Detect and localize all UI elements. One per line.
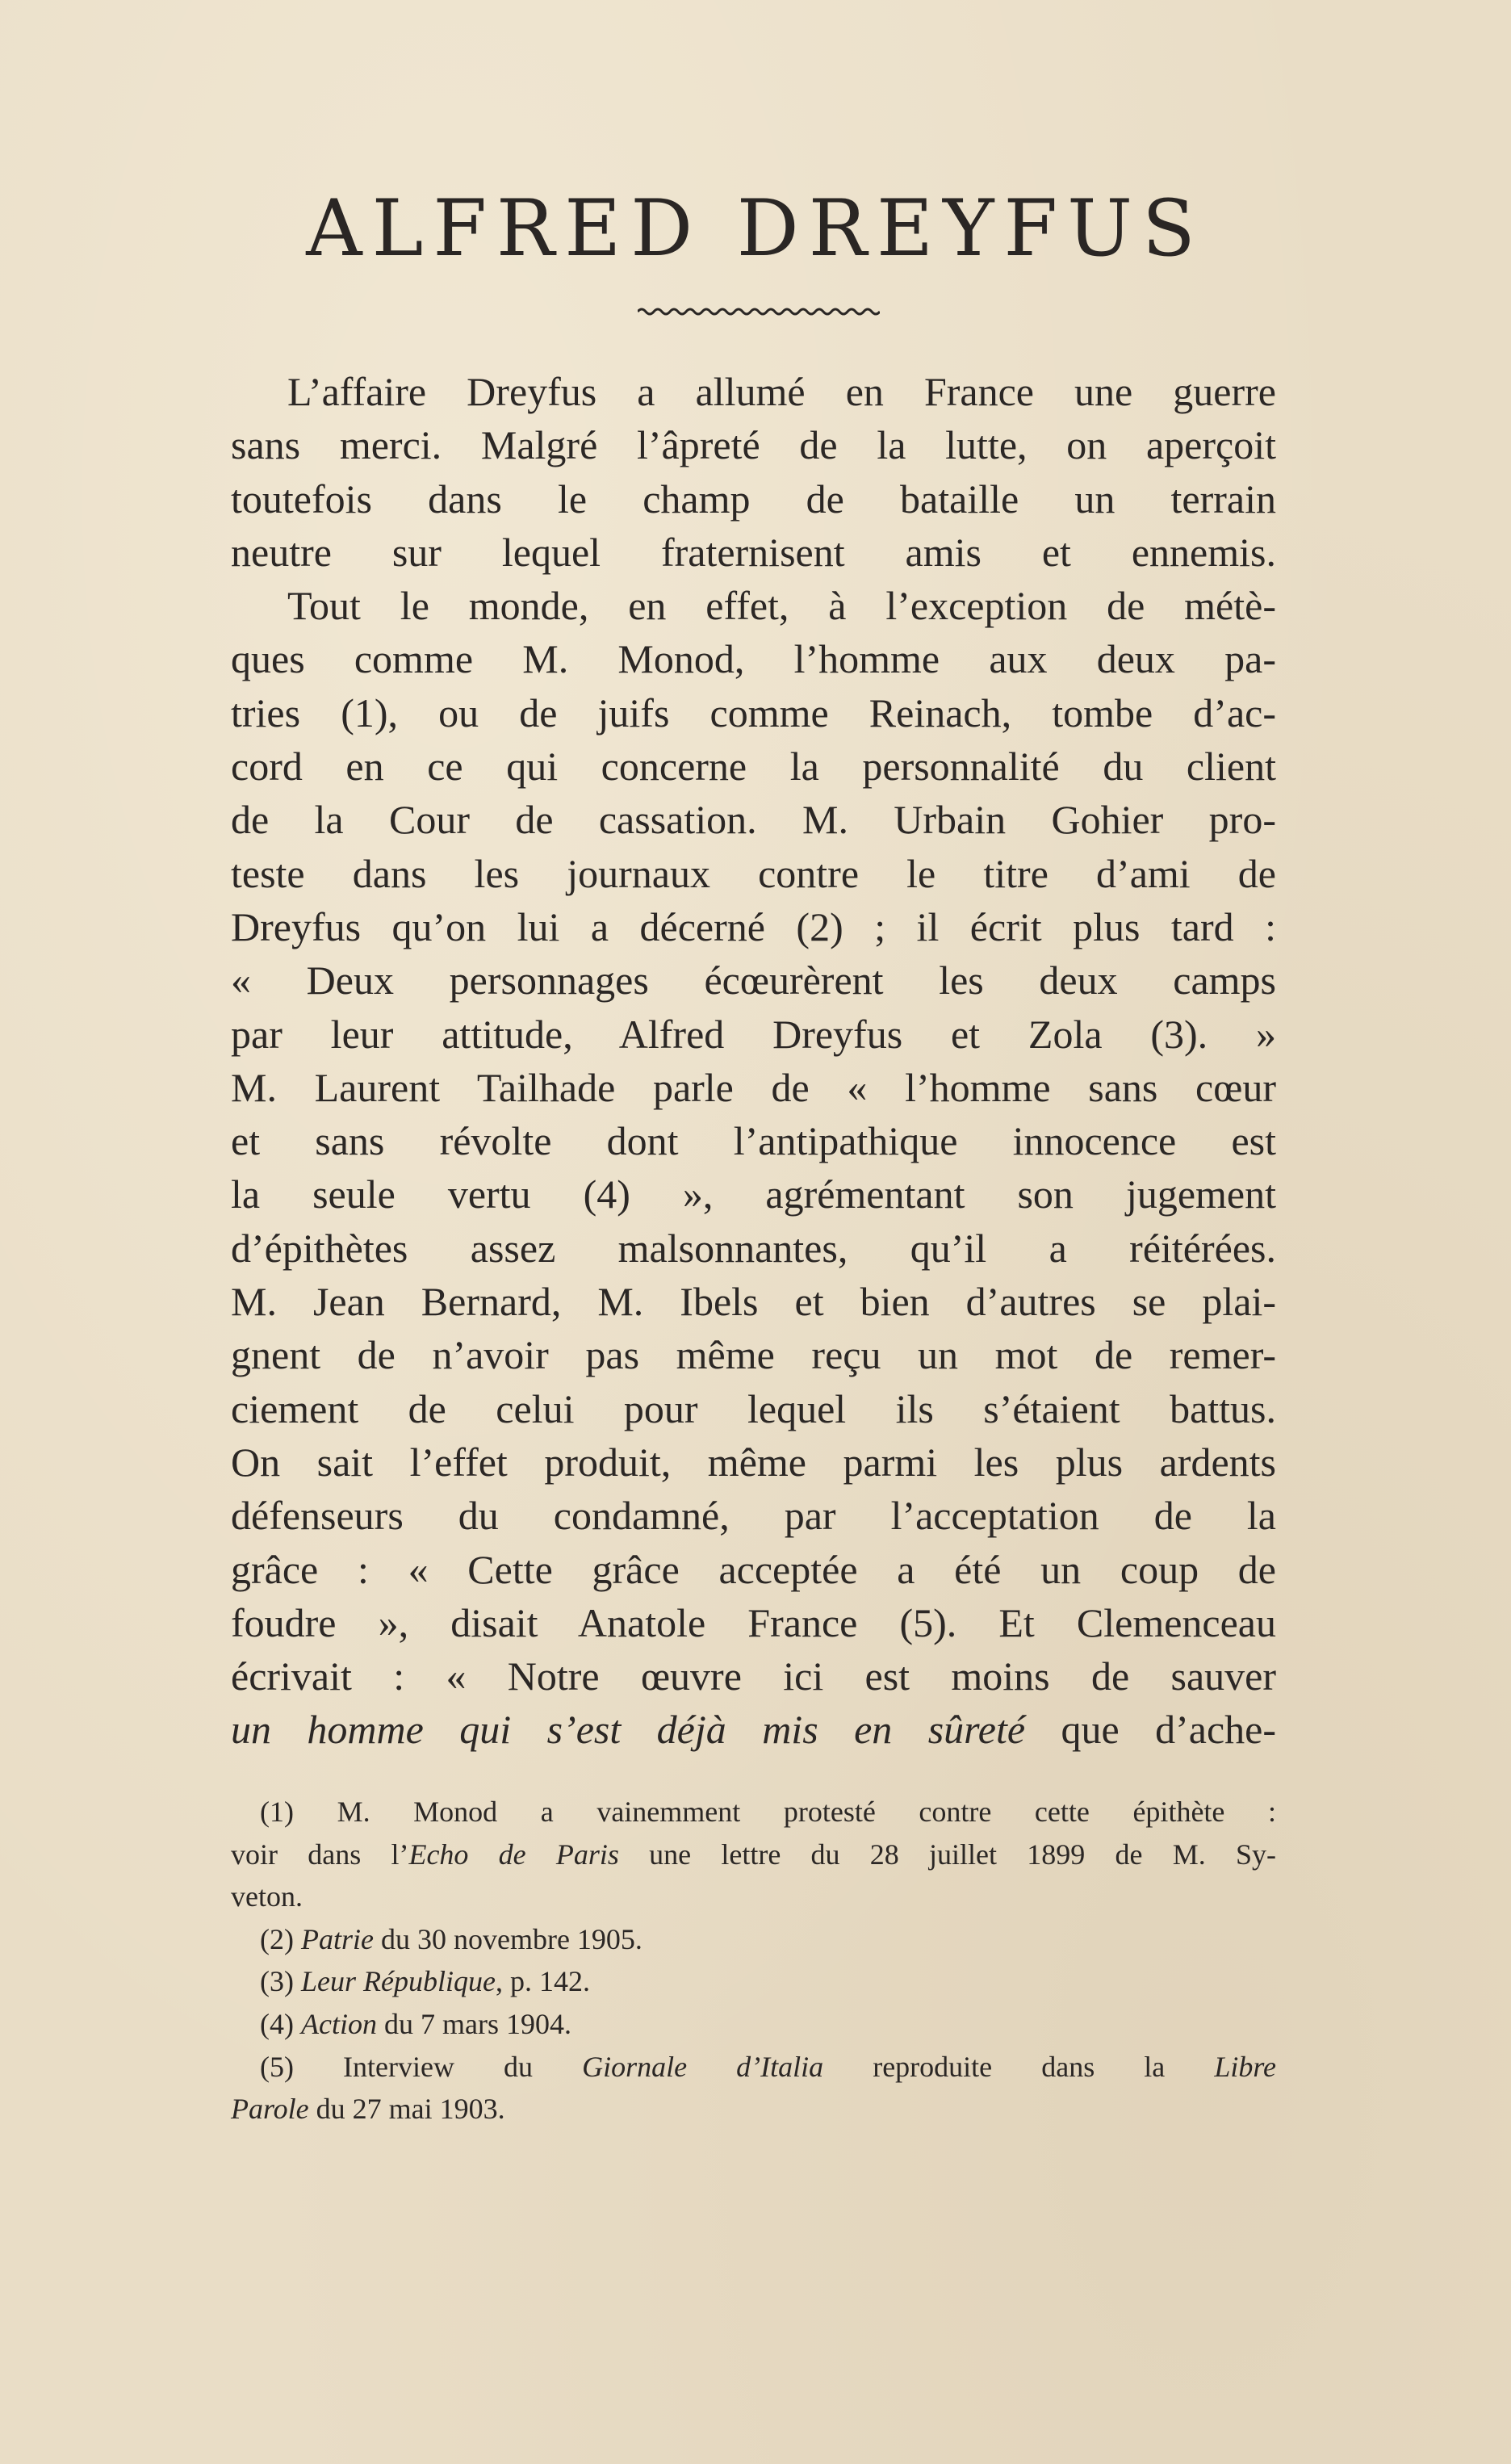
footnote-3 <box>231 1960 1276 2003</box>
italic-quote: un homme qui s’est déjà mis en sûreté <box>231 1707 1026 1753</box>
text-line: Tout le monde, en effet, à l’exception de métè- <box>287 583 1276 629</box>
text-line: toutefois dans le champ de bataille un terrain <box>231 476 1276 522</box>
footnote-text: (3) <box>260 1965 301 1998</box>
footnotes <box>231 1791 1276 2131</box>
footnote-text: (2) <box>260 1922 301 1955</box>
text-line: de la Cour de cassation. M. Urbain Gohier pro- <box>231 797 1276 843</box>
footnote-1-line-3: veton. <box>231 1880 303 1913</box>
text-line: gnent de n’avoir pas même reçu un mot de remer- <box>231 1332 1276 1378</box>
text-line: la seule vertu (4) », agrémentant son jugement <box>231 1171 1276 1217</box>
footnote-italic: Echo de Paris <box>408 1838 619 1871</box>
text-line: Dreyfus qu’on lui a décerné (2) ; il écrit plus tard : <box>231 903 1276 949</box>
footnote-text: reproduite dans la <box>823 2050 1215 2083</box>
footnote-italic: Patrie <box>300 1922 374 1955</box>
footnote-5-line-1 <box>231 2046 1276 2089</box>
footnote-italic: Libre <box>1214 2050 1276 2083</box>
footnote-text: voir dans l’ <box>231 1838 409 1871</box>
text-line: M. Laurent Tailhade parle de « l’homme sans cœur <box>231 1064 1276 1110</box>
text-line: d’épithètes assez malsonnantes, qu’il a réitérées. <box>231 1225 1276 1271</box>
text-line: L’affaire Dreyfus a allumé en France une guerre <box>287 369 1276 414</box>
text-line-last <box>231 1703 1276 1756</box>
footnote-italic: Leur République <box>300 1965 496 1998</box>
footnote-4 <box>231 2003 1276 2046</box>
text-line: défenseurs du condamné, par l’acceptation de la <box>231 1493 1276 1539</box>
text-line: cord en ce qui concerne la personnalité du client <box>231 744 1276 790</box>
footnote-1-line-1: (1) M. Monod a vainemment protesté contre cette épithète : <box>260 1796 1276 1828</box>
footnote-text: du 7 mars 1904. <box>376 2007 571 2040</box>
text-line: « Deux personnages écœurèrent les deux camps <box>231 958 1276 1004</box>
footnote-text: (5) Interview du <box>260 2050 583 2083</box>
text-line: teste dans les journaux contre le titre d’ami de <box>231 850 1276 896</box>
footnote-5-line-2 <box>231 2088 1276 2131</box>
text-line: par leur attitude, Alfred Dreyfus et Zola (3). » <box>231 1011 1276 1057</box>
text-line: foudre », disait Anatole France (5). Et Clemenceau <box>231 1599 1276 1645</box>
text-line: tries (1), ou de juifs comme Reinach, tombe d’ac- <box>231 689 1276 735</box>
chapter-title: ALFRED DREYFUS <box>306 183 1205 274</box>
text-line: sans merci. Malgré l’âpreté de la lutte, on aperçoit <box>231 422 1276 468</box>
ornamental-rule <box>638 307 880 316</box>
text-line: et sans révolte dont l’antipathique innocence est <box>231 1118 1276 1164</box>
text-line: neutre sur lequel fraternisent amis et ennemis. <box>231 529 1276 575</box>
text-line: grâce : « Cette grâce acceptée a été un coup de <box>231 1546 1276 1592</box>
line-continuation: que d’ache- <box>1025 1707 1276 1753</box>
text-line: M. Jean Bernard, M. Ibels et bien d’autres se plai- <box>231 1279 1276 1325</box>
footnote-1-line-2 <box>231 1833 1276 1876</box>
text-line: ciement de celui pour lequel ils s’étaient battus. <box>231 1385 1276 1431</box>
footnote-italic: Parole <box>231 2093 309 2126</box>
footnote-text: du 30 novembre 1905. <box>373 1922 642 1955</box>
text-line: écrivait : « Notre œuvre ici est moins de sauver <box>231 1653 1276 1699</box>
footnote-text: , p. 142. <box>495 1965 590 1998</box>
footnote-italic: Action <box>300 2007 377 2040</box>
text-line: ques comme M. Monod, l’homme aux deux pa- <box>231 636 1276 682</box>
footnote-2 <box>231 1918 1276 1961</box>
footnote-text: une lettre du 28 juillet 1899 de M. Sy- <box>618 1838 1276 1871</box>
footnote-text: (4) <box>260 2007 301 2040</box>
body-paragraph <box>231 365 1276 1757</box>
footnote-text: du 27 mai 1903. <box>308 2093 505 2126</box>
text-line: On sait l’effet produit, même parmi les plus ardents <box>231 1439 1276 1485</box>
footnote-italic: Giornale d’Italia <box>582 2050 824 2083</box>
